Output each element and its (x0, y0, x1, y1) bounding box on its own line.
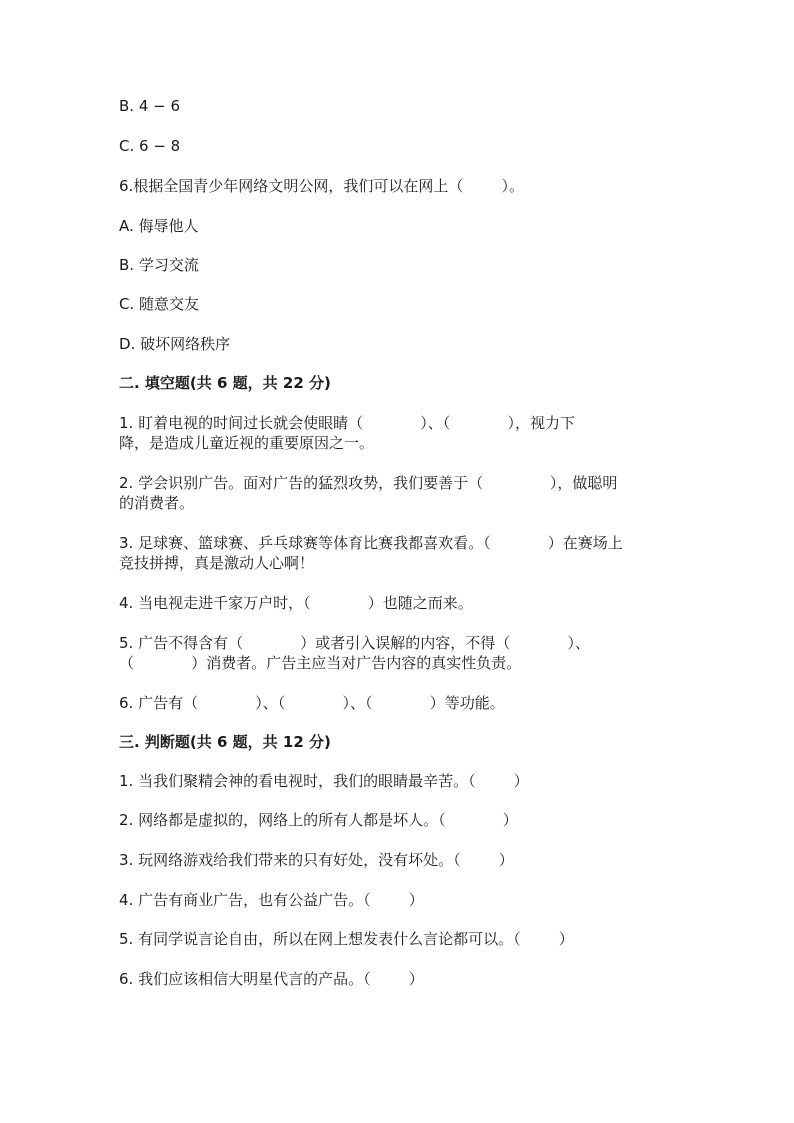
question-6-option-b: B. 学习交流 (119, 256, 199, 274)
fill-q2-line2: 的消费者。 (119, 494, 195, 512)
fill-q5-line2: （ ）消费者。广告主应当对广告内容的真实性负责。 (119, 654, 522, 672)
judge-q3: 3. 玩网络游戏给我们带来的只有好处，没有坏处。（ ） (119, 851, 514, 869)
fill-q4: 4. 当电视走进千家万户时，（ ）也随之而来。 (119, 594, 473, 612)
fill-q2-line1: 2. 学会识别广告。面对广告的猛烈攻势，我们要善于（ ），做聪明 (119, 474, 618, 492)
fill-q1-line1: 1. 盯着电视的时间过长就会使眼睛（ ）、（ ），视力下 (119, 414, 576, 432)
question-6-option-c: C. 随意交友 (119, 295, 200, 313)
fill-q3-line2: 竞技拼搏，真是激动人心啊！ (119, 554, 315, 572)
fill-q5-line1: 5. 广告不得含有（ ）或者引入误解的内容，不得（ ）、 (119, 634, 591, 652)
judge-q6: 6. 我们应该相信大明星代言的产品。（ ） (119, 970, 424, 988)
fill-q6: 6. 广告有（ ）、（ ）、（ ）等功能。 (119, 694, 505, 712)
fill-q3-line1: 3. 足球赛、篮球赛、乒乓球赛等体育比赛我都喜欢看。（ ）在赛场上 (119, 534, 623, 552)
judge-q4: 4. 广告有商业广告，也有公益广告。（ ） (119, 891, 424, 909)
question-6-stem: 6.根据全国青少年网络文明公网，我们可以在网上（ ）。 (119, 177, 524, 195)
fill-q1-line2: 降，是造成儿童近视的重要原因之一。 (119, 434, 375, 452)
judge-q5: 5. 有同学说言论自由，所以在网上想发表什么言论都可以。（ ） (119, 930, 574, 948)
judge-q2: 2. 网络都是虚拟的，网络上的所有人都是坏人。（ ） (119, 811, 518, 829)
question-6-option-d: D. 破坏网络秩序 (119, 335, 231, 353)
section-2-title: 二. 填空题(共 6 题，共 22 分) (119, 374, 331, 392)
option-b-prev: B. 4 − 6 (119, 97, 181, 115)
option-c-prev: C. 6 − 8 (119, 137, 181, 155)
judge-q1: 1. 当我们聚精会神的看电视时，我们的眼睛最辛苦。（ ） (119, 772, 529, 790)
section-3-title: 三. 判断题(共 6 题，共 12 分) (119, 733, 331, 751)
question-6-option-a: A. 侮辱他人 (119, 217, 199, 235)
